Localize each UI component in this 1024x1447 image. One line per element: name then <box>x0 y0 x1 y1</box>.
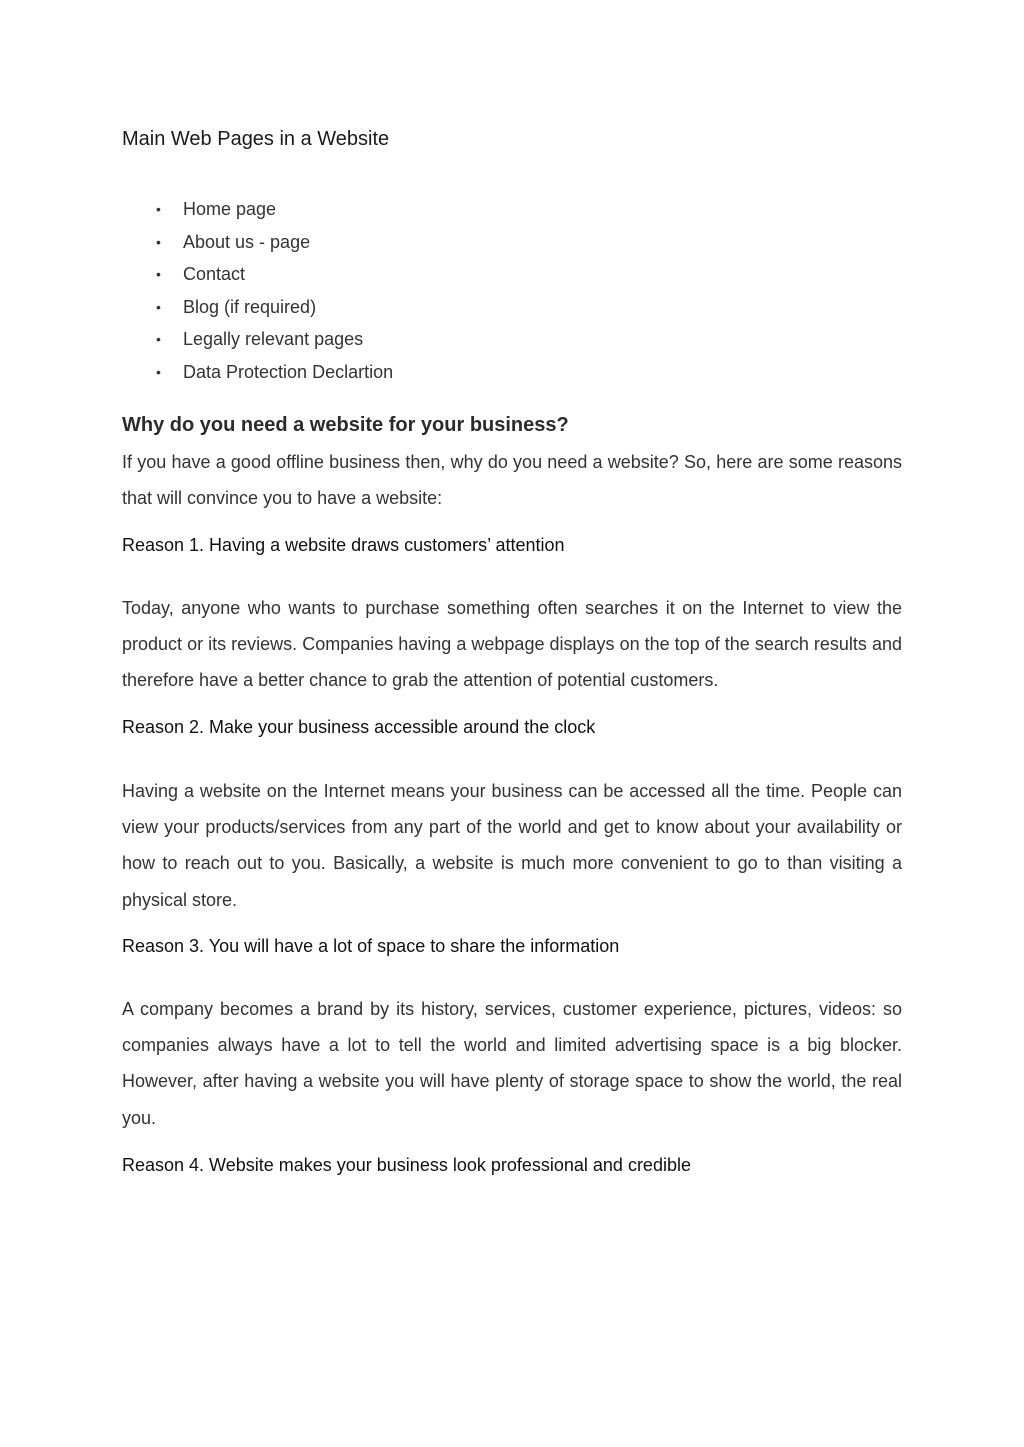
list-item <box>122 195 393 228</box>
list-item <box>122 358 393 391</box>
section-heading: Why do you need a website for your business? <box>122 414 569 436</box>
web-pages-list <box>122 195 393 391</box>
list-item-label: Blog (if required) <box>183 296 317 317</box>
bullet-icon: • <box>156 201 161 217</box>
list-item <box>122 228 393 261</box>
list-item-label: About us - page <box>183 231 311 252</box>
intro-paragraph: If you have a good offline business then, why do you need a website? So, here are some reasons that will convince you to have a website: <box>122 452 902 509</box>
reason-2-title: Reason 2. Make your business accessible around the clock <box>122 717 596 737</box>
bullet-icon: • <box>156 363 161 380</box>
bullet-icon: • <box>156 233 161 250</box>
bullet-icon: • <box>156 331 161 348</box>
reason-3-body: A company becomes a brand by its history, services, customer experience, pictures, videos: so companies always have a lot to tell the world and limited advertising space is a big blocker. However, after having a website you will have plenty of storage space to show the world, the real you. <box>122 999 902 1128</box>
reason-1-title: Reason 1. Having a website draws customers’ attention <box>122 535 565 555</box>
list-item-label: Contact <box>183 264 246 285</box>
list-item-label: Data Protection Declartion <box>183 361 394 382</box>
reason-3-title: Reason 3. You will have a lot of space to share the information <box>122 936 620 956</box>
list-item <box>122 325 393 358</box>
document-title: Main Web Pages in a Website <box>122 128 390 150</box>
list-item-label: Legally relevant pages <box>183 329 364 350</box>
reason-1-body: Today, anyone who wants to purchase something often searches it on the Internet to view the product or its reviews. Companies having a webpage displays on the top of the search results and therefore have a better chance to grab the attention of potential customers. <box>122 598 902 691</box>
list-item-label: Home page <box>183 199 277 219</box>
reason-2-body: Having a website on the Internet means your business can be accessed all the time. People can view your products/services from any part of the world and get to know about your availability or how to reach out to you. Basically, a website is much more convenient to go to than visiting a physical store. <box>122 781 902 910</box>
bullet-icon: • <box>156 266 161 283</box>
list-item <box>122 293 393 326</box>
list-item <box>122 260 393 293</box>
bullet-icon: • <box>156 298 161 315</box>
reason-4-title: Reason 4. Website makes your business look professional and credible <box>122 1155 691 1175</box>
